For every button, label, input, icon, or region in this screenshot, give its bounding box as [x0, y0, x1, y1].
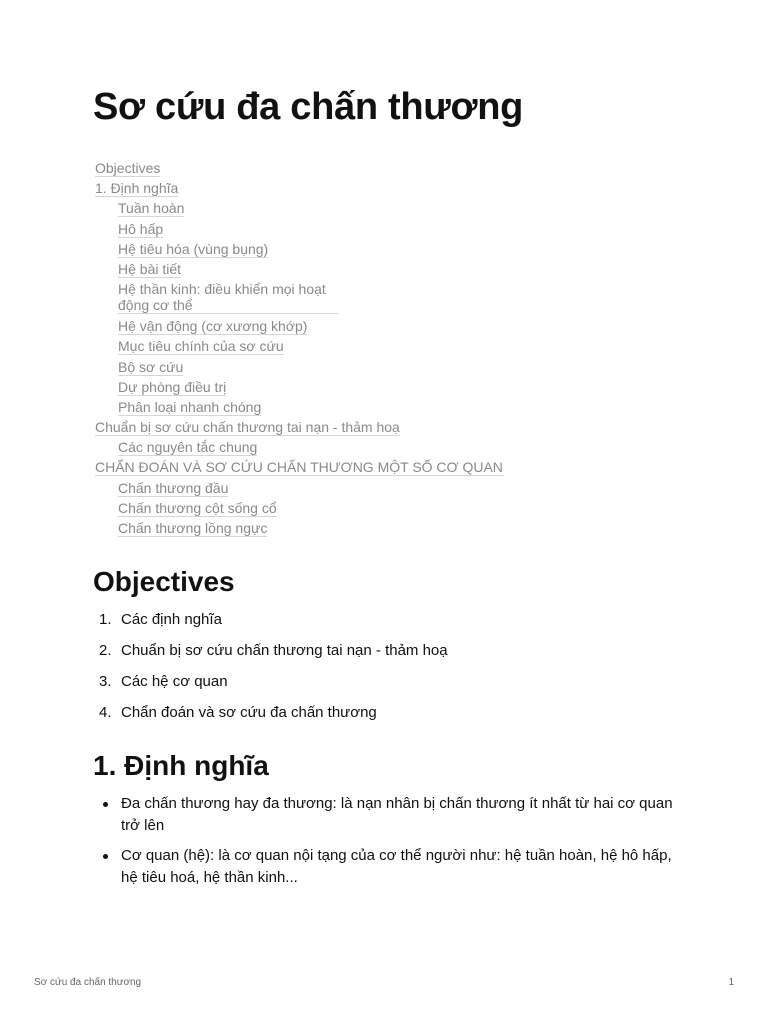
toc-item-he-van-dong [95, 318, 515, 338]
toc-link[interactable]: Phân loại nhanh chóng [118, 398, 262, 415]
section-heading-objectives: Objectives [93, 566, 235, 597]
list-item [93, 641, 673, 672]
toc-item-he-than-kinh [95, 281, 515, 318]
list-item-text: Chẩn đoán và sơ cứu đa chấn thương [121, 704, 377, 721]
toc-link[interactable]: Hệ tiêu hóa (vùng bụng) [118, 240, 269, 257]
toc-link[interactable]: Dự phòng điều trị [118, 378, 227, 395]
list-number: 2. [99, 642, 112, 659]
toc-item-chan-doan [95, 459, 515, 479]
toc-link[interactable]: Hô hấp [118, 220, 164, 237]
toc-link[interactable]: Hệ bài tiết [118, 260, 182, 277]
toc-item-du-phong [95, 379, 515, 399]
toc-item-bo-so-cuu [95, 359, 515, 379]
toc-item-dinh-nghia [95, 180, 515, 200]
footer-page-number: 1 [728, 977, 734, 988]
definitions-list [93, 793, 683, 897]
objectives-list [93, 610, 673, 734]
toc-item-phan-loai [95, 399, 515, 419]
toc-item-cot-song-co [95, 500, 515, 520]
list-item [93, 610, 673, 641]
toc-link[interactable]: Chấn thương đầu [118, 479, 229, 496]
list-number: 1. [99, 611, 112, 628]
list-item-text: Các định nghĩa [121, 611, 222, 628]
section-heading-dinh-nghia: 1. Định nghĩa [93, 750, 269, 781]
toc-link[interactable]: CHẨN ĐOÁN VÀ SƠ CỨU CHẤN THƯƠNG MỘT SỐ CƠ QUAN [95, 459, 503, 476]
toc-item-nguyen-tac [95, 439, 515, 459]
toc-link[interactable]: Các nguyên tắc chung [118, 439, 258, 456]
toc-item-chuan-bi [95, 419, 515, 439]
list-item [93, 672, 673, 703]
toc-link[interactable]: Bộ sơ cứu [118, 358, 184, 375]
toc-link[interactable]: Chấn thương cột sống cổ [118, 499, 277, 516]
list-number: 4. [99, 704, 112, 721]
list-item [93, 845, 683, 889]
toc-link[interactable]: 1. Định nghĩa [95, 180, 179, 197]
toc-item-muc-tieu [95, 338, 515, 358]
toc-item-objectives [95, 160, 515, 180]
list-item-text: Đa chấn thương hay đa thương: là nạn nhân bị chấn thương ít nhất từ hai cơ quan trở lên [121, 795, 673, 834]
toc-link[interactable]: Mục tiêu chính của sơ cứu [118, 338, 284, 355]
toc-item-long-nguc [95, 520, 515, 540]
bullet-icon [103, 854, 108, 859]
toc-link[interactable]: Hệ vận động (cơ xương khớp) [118, 318, 308, 335]
toc-link[interactable]: Chấn thương lồng ngực [118, 520, 268, 536]
list-item-text: Cơ quan (hệ): là cơ quan nội tạng của cơ thể người như: hệ tuần hoàn, hệ hô hấp, hệ tiêu hoá, hệ thần kinh... [121, 847, 672, 886]
bullet-icon [103, 802, 108, 807]
page-title: Sơ cứu đa chấn thương [93, 86, 524, 128]
list-item-text: Các hệ cơ quan [121, 673, 228, 690]
list-number: 3. [99, 673, 112, 690]
table-of-contents [95, 160, 515, 540]
toc-item-he-bai-tiet [95, 261, 515, 281]
toc-link[interactable]: Tuần hoàn [118, 200, 185, 217]
list-item-text: Chuẩn bị sơ cứu chấn thương tai nạn - thảm hoạ [121, 642, 448, 659]
list-item [93, 703, 673, 734]
toc-item-tuan-hoan [95, 200, 515, 220]
footer-document-title: Sơ cứu đa chấn thương [34, 977, 142, 988]
toc-item-he-tieu-hoa [95, 241, 515, 261]
toc-item-ho-hap [95, 221, 515, 241]
toc-link[interactable]: Hệ thần kinh: điều khiển mọi hoạt động cơ thể [118, 281, 338, 314]
toc-link[interactable]: Objectives [95, 160, 161, 176]
toc-link[interactable]: Chuẩn bị sơ cứu chấn thương tai nạn - thảm hoạ [95, 419, 400, 436]
toc-item-chan-thuong-dau [95, 480, 515, 500]
list-item [93, 793, 683, 837]
